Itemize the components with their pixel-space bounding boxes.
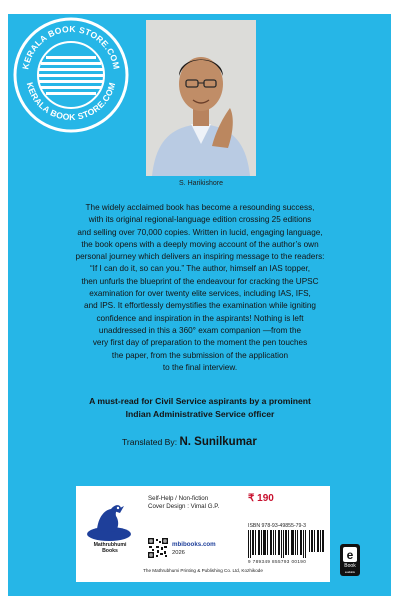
barcode-numbers: 9 789349 855793 00190: [248, 559, 307, 564]
translator-name: N. Sunilkumar: [179, 436, 257, 448]
blurb-line: and IPS. It effortlessly demystifies the examination while igniting: [84, 301, 316, 311]
genre-text: Self-Help / Non-fiction: [148, 495, 209, 502]
printer-credit: The Mathrubhumi Printing & Publishing Co. Ltd, Kozhikode: [143, 568, 263, 573]
ebook-e-icon: [340, 544, 360, 564]
blurb-line: then unfurls the blueprint of the endeavour for cracking the UPSC: [81, 276, 319, 286]
blurb-line: and selling over 70,000 copies. Written in lucid, engaging language,: [77, 227, 323, 237]
price-tag: ₹ 190: [248, 493, 274, 504]
blurb-line: confidence and inspiration in the aspirants! Nothing is left: [96, 313, 304, 323]
publication-year: 2026: [172, 550, 185, 556]
isbn-text: ISBN 978-93-49855-79-3: [248, 523, 306, 529]
cover-design-text: Cover Design : Vimal G.P.: [148, 503, 220, 510]
blurb-line: to the final interview.: [162, 362, 238, 372]
blurb-line: the book opens with a deeply moving account of the author’s own: [81, 239, 319, 249]
stamp-text-bottom: KERALA BOOK STORE.COM: [24, 81, 118, 123]
publisher-name-line: Books: [102, 548, 118, 554]
blurb-line: unaddressed in this a 360° exam companion —from the: [98, 325, 302, 335]
ebook-available: available: [344, 571, 356, 574]
translated-label: Translated By:: [122, 437, 178, 447]
blurb-line: personal journey which delivers an inspiring message to the readers:: [75, 252, 325, 262]
stamp-text-top: KERALA BOOK STORE.COM: [20, 23, 122, 71]
barcode-icon: [248, 530, 324, 558]
author-caption: S. Harikishore: [179, 180, 223, 187]
publisher-name-line: Mathrubhumi: [93, 542, 127, 548]
store-stamp-icon: [12, 16, 130, 134]
stamp-bars: [38, 56, 104, 95]
blurb-line: “If I can do it, so can you.” The author, himself an IAS topper,: [89, 264, 311, 274]
publisher-website: mbibooks.com: [172, 541, 216, 548]
publisher-info-box: [76, 486, 330, 582]
tagline-line-2: Indian Administrative Service officer: [125, 409, 275, 419]
qr-code-icon: [148, 538, 168, 558]
blurb-line: with its original regional-language edition crossing 25 editions: [88, 215, 312, 225]
ebook-label: Book: [344, 563, 356, 569]
blurb-line: examination for over twenty elite services, including IAS, IFS,: [89, 289, 311, 299]
blurb-line: The widely acclaimed book has become a resounding success,: [85, 203, 315, 212]
blurb-line: very first day of preparation to the moment the pen touches: [92, 338, 308, 348]
book-blurb: [40, 202, 360, 374]
translator-credit: [122, 436, 257, 448]
author-portrait-icon: [146, 20, 256, 176]
book-details: [148, 495, 219, 511]
author-photo: [146, 20, 256, 176]
blurb-line: the paper, from the submission of the application: [111, 350, 289, 360]
publisher-name: [82, 542, 138, 554]
ebook-e-letter: e: [346, 548, 354, 562]
ebook-badge: [340, 544, 360, 576]
tagline-line-1: A must-read for Civil Service aspirants by a prominent: [89, 396, 311, 406]
